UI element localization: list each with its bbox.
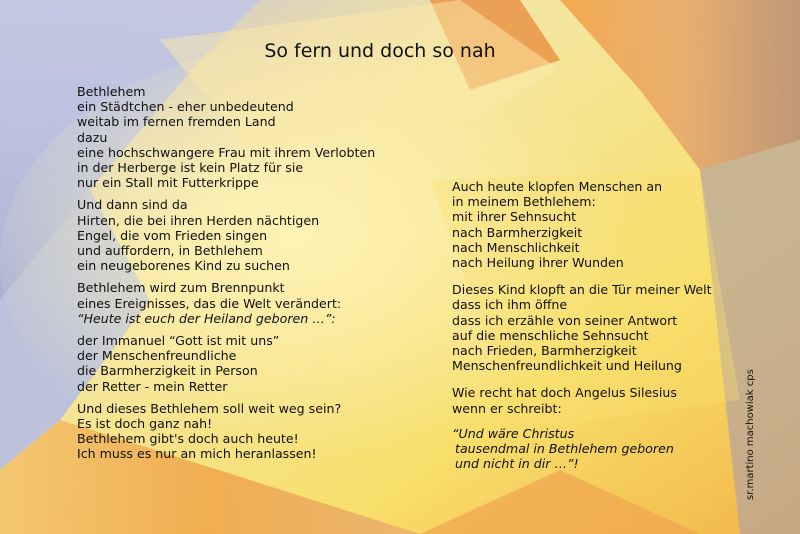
right-stanza-3: Wie recht hat doch Angelus Silesius wenn er schreibt: xyxy=(452,385,677,416)
heiland-quote: “Heute ist euch der Heiland geboren …”: xyxy=(77,310,336,326)
silesius-quote: “Und wäre Christus tausendmal in Bethlehem geboren und nicht in dir …”! xyxy=(452,425,674,472)
poem-title: So fern und doch so nah xyxy=(264,40,496,62)
left-stanza-1: Bethlehem ein Städtchen - eher unbedeutend weitab im fernen fremden Land dazu eine hochschwangere Frau mit ihrem Verlobten in der Herberge ist kein Platz für sie nur ein Stall mit Futterkrippe xyxy=(77,84,376,191)
left-stanza-5: Und dieses Bethlehem soll weit weg sein? Es ist doch ganz nah! Bethlehem gibt's doch auch heute! Ich muss es nur an mich heranlassen! xyxy=(77,400,342,462)
signature: sr.martino machowiak cps xyxy=(745,369,756,500)
left-stanza-3: Bethlehem wird zum Brennpunkt eines Ereignisses, das die Welt verändert: “Heute ist euch der Heiland geboren …”: xyxy=(77,280,375,326)
right-column xyxy=(452,179,712,478)
right-stanza-2: Dieses Kind klopft an die Tür meiner Welt dass ich ihm öffne dass ich erzähle von seiner Antwort auf die menschliche Sehnsucht nach Frieden, Barmherzigkeit Menschenfreundlichkeit und Heilung xyxy=(452,282,712,374)
left-column xyxy=(77,84,375,469)
left-stanza-4: der Immanuel “Gott ist mit uns” der Menschenfreundliche die Barmherzigkeit in Person der Retter - mein Retter xyxy=(77,333,280,394)
left-stanza-2: Und dann sind da Hirten, die bei ihren Herden nächtigen Engel, die vom Frieden singen und auffordern, in Bethlehem ein neugeborenes Kind zu suchen xyxy=(77,197,320,274)
right-stanza-1: Auch heute klopfen Menschen an in meinem Bethlehem: mit ihrer Sehnsucht nach Barmherzigkeit nach Menschlichkeit nach Heilung ihrer Wunden xyxy=(452,179,663,271)
